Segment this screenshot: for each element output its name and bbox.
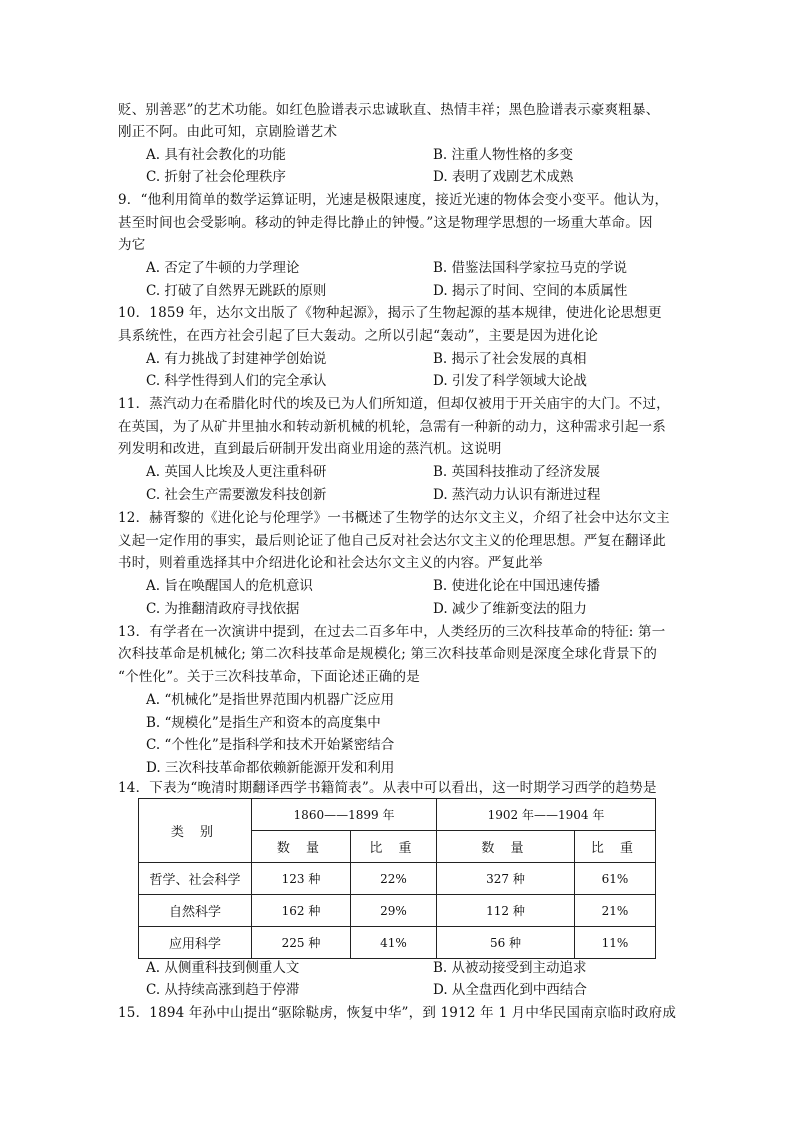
q10-option-b: B. 揭示了社会发展的真相 [433, 351, 587, 367]
table-subheader-ratio-2: 比 重 [575, 831, 656, 863]
q13-option-b: B. “规模化”是指生产和资本的高度集中 [146, 715, 381, 731]
table-cell-ratio-1: 41% [351, 927, 437, 959]
table-cell-ratio-1: 22% [351, 863, 437, 895]
q9-option-b: B. 借鉴法国科学家拉马克的学说 [433, 260, 628, 276]
q9-option-c: C. 打破了自然界无跳跃的原则 [146, 283, 327, 299]
q14-stem-line-1: 14．下表为“晚清时期翻译西学书籍简表”。从表中可以看出，这一时期学习西学的趋势是 [118, 780, 657, 796]
q8-option-c: C. 折射了社会伦理秩序 [146, 169, 286, 185]
q8-option-d: D. 表明了戏剧艺术成熟 [433, 169, 574, 185]
q11-stem-line-1: 11．蒸汽动力在希腊化时代的埃及已为人们所知道，但却仅被用于开关庙宇的大门。不过， [118, 396, 670, 412]
table-subheader-count-2: 数 量 [437, 831, 575, 863]
table-row [139, 895, 656, 927]
q12-stem-line-1: 12．赫胥黎的《进化论与伦理学》一书概述了生物学的达尔文主义，介绍了社会中达尔文主 [118, 510, 670, 526]
table-cell-count-2: 327 种 [437, 863, 575, 895]
q8-stem-line-2: 刚正不阿。由此可知，京剧脸谱艺术 [118, 124, 338, 140]
q14-option-b: B. 从被动接受到主动追求 [433, 960, 587, 976]
q11-option-b: B. 英国科技推动了经济发展 [433, 464, 601, 480]
table-cell-count-1: 162 种 [252, 895, 351, 927]
q11-stem-line-3: 列发明和改进，直到最后研制开发出商业用途的蒸汽机。这说明 [118, 441, 502, 457]
q13-stem-line-3: “个性化”。关于三次科技革命，下面论述正确的是 [118, 669, 420, 685]
table-cell-count-1: 225 种 [252, 927, 351, 959]
table-cell-category: 自然科学 [139, 895, 252, 927]
q13-stem-line-1: 13．有学者在一次演讲中提到，在过去二百多年中，人类经历的三次科技革命的特征: 第一 [118, 624, 666, 640]
table-cell-ratio-2: 11% [575, 927, 656, 959]
q13-stem-line-2: 次科技革命是机械化; 第二次科技革命是规模化; 第三次科技革命则是深度全球化背景下的 [118, 646, 658, 662]
q8-stem-line-1: 贬、别善恶”的艺术功能。如红色脸谱表示忠诚耿直、热情丰祥；黑色脸谱表示豪爽粗暴、 [118, 102, 660, 118]
q14-option-c: C. 从持续高涨到趋于停滞 [146, 982, 300, 998]
q14-option-d: D. 从全盘西化到中西结合 [433, 982, 587, 998]
q14-option-a: A. 从侧重科技到侧重人文 [146, 960, 300, 976]
table-cell-ratio-1: 29% [351, 895, 437, 927]
table-header-period-1: 1860——1899 年 [252, 799, 437, 831]
table-header-period-2: 1902 年——1904 年 [437, 799, 656, 831]
q9-stem-line-3: 为它 [118, 237, 146, 253]
q10-stem-line-2: 具系统性，在西方社会引起了巨大轰动。之所以引起“轰动”，主要是因为进化论 [118, 328, 599, 344]
q13-option-d: D. 三次科技革命都依赖新能源开发和利用 [146, 760, 395, 776]
q12-option-a: A. 旨在唤醒国人的危机意识 [146, 578, 313, 594]
q8-option-a: A. 具有社会教化的功能 [146, 147, 286, 163]
table-row [139, 863, 656, 895]
translation-table [138, 798, 656, 959]
q11-option-d: D. 蒸汽动力认识有渐进过程 [433, 487, 601, 503]
q12-option-c: C. 为推翻清政府寻找依据 [146, 601, 300, 617]
table-subheader-ratio-1: 比 重 [351, 831, 437, 863]
q13-option-a: A. “机械化”是指世界范围内机器广泛应用 [146, 692, 395, 708]
q12-option-b: B. 使进化论在中国迅速传播 [433, 578, 601, 594]
q9-option-d: D. 揭示了时间、空间的本质属性 [433, 283, 628, 299]
q10-stem-line-1: 10．1859 年，达尔文出版了《物种起源》，揭示了生物起源的基本规律，使进化论思想更 [118, 305, 662, 321]
q12-option-d: D. 减少了维新变法的阻力 [433, 601, 587, 617]
q11-stem-line-2: 在英国，为了从矿井里抽水和转动新机械的机轮，急需有一种新的动力，这种需求引起一系 [118, 419, 666, 435]
q10-option-d: D. 引发了科学领域大论战 [433, 373, 587, 389]
table-cell-count-1: 123 种 [252, 863, 351, 895]
table-subheader-count-1: 数 量 [252, 831, 351, 863]
table-cell-count-2: 56 种 [437, 927, 575, 959]
q9-stem-line-2: 甚至时间也会受影响。移动的钟走得比静止的钟慢。”这是物理学思想的一场重大革命。因 [118, 215, 653, 231]
table-cell-count-2: 112 种 [437, 895, 575, 927]
q12-stem-line-2: 义起一定作用的事实，最后则论证了他自己反对社会达尔文主义的伦理思想。严复在翻译此 [118, 533, 666, 549]
q11-option-c: C. 社会生产需要激发科技创新 [146, 487, 327, 503]
q8-option-b: B. 注重人物性格的多变 [433, 147, 574, 163]
q13-option-c: C. “个性化”是指科学和技术开始紧密结合 [146, 737, 395, 753]
table-row [139, 927, 656, 959]
q11-option-a: A. 英国人比埃及人更注重科研 [146, 464, 327, 480]
q12-stem-line-3: 书时，则着重选择其中介绍进化论和社会达尔文主义的内容。严复此举 [118, 555, 543, 571]
table-cell-category: 应用科学 [139, 927, 252, 959]
q10-option-a: A. 有力挑战了封建神学创始说 [146, 351, 327, 367]
table-header-category: 类 别 [139, 799, 252, 863]
q15-stem-line-1: 15．1894 年孙中山提出“驱除鞑虏，恢复中华”，到 1912 年 1 月中华民国南京临时政府成 [118, 1005, 677, 1021]
q10-option-c: C. 科学性得到人们的完全承认 [146, 373, 327, 389]
table-cell-ratio-2: 61% [575, 863, 656, 895]
table-cell-category: 哲学、社会科学 [139, 863, 252, 895]
q9-option-a: A. 否定了牛顿的力学理论 [146, 260, 300, 276]
q9-stem-line-1: 9．“他利用简单的数学运算证明，光速是极限速度，接近光速的物体会变小变平。他认为， [118, 192, 669, 208]
table-cell-ratio-2: 21% [575, 895, 656, 927]
